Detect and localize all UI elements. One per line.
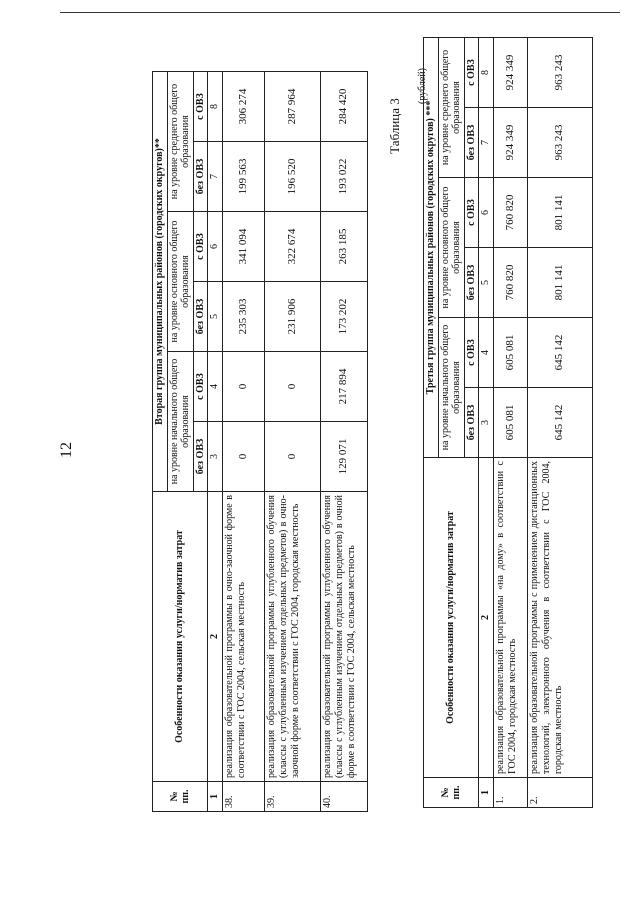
row-description: реализация образовательной программы «на дому» в соответствии с ГОС 2004, городская местность: [493, 458, 527, 778]
value-cell: 645 142: [527, 388, 592, 458]
row-number: 39.: [264, 782, 320, 812]
value-cell: 287 964: [264, 72, 320, 142]
table-caption: Таблица 3: [387, 98, 402, 154]
scan-top-edge-line: [60, 12, 620, 13]
table-row: [527, 37, 592, 807]
column-number: 5: [479, 248, 494, 318]
column-number: 8: [208, 72, 223, 142]
value-cell: 341 094: [222, 212, 264, 282]
value-cell: 231 906: [264, 282, 320, 352]
row-description: реализация образовательной программы углубленного обучения (классы с углубленным изучением отдельных предметов) в очно-заочной форме в соответствии с ГОС 2004, городская местность: [264, 492, 320, 782]
value-cell: 760 820: [493, 248, 527, 318]
header-level-secondary: на уровне среднего общего образования: [438, 37, 464, 177]
column-number: 5: [208, 282, 223, 352]
row-description: реализация образовательной программы в очно-заочной форме в соответствии с ГОС 2004, сельская местность: [222, 492, 264, 782]
header-no: № пп.: [424, 778, 479, 808]
header-with-ovz: с ОВЗ: [193, 72, 208, 142]
column-number: 8: [479, 37, 494, 107]
header-no: № пп.: [153, 782, 208, 812]
table-row: [264, 72, 320, 812]
header-level-basic: на уровне основного общего образования: [438, 178, 464, 318]
column-number: 3: [479, 388, 494, 458]
value-cell: 129 071: [320, 422, 367, 492]
value-cell: 0: [264, 422, 320, 492]
header-without-ovz: без ОВЗ: [193, 422, 208, 492]
column-number: 6: [479, 178, 494, 248]
unit-note: (рублей): [417, 68, 428, 105]
value-cell: 263 185: [320, 212, 367, 282]
value-cell: 196 520: [264, 142, 320, 212]
value-cell: 801 141: [527, 248, 592, 318]
row-description: реализация образовательной программы с применением дистанционных технологий, электронного обучения в соответствии с ГОС 2004, городская местность: [527, 458, 592, 778]
value-cell: 760 820: [493, 178, 527, 248]
header-without-ovz: без ОВЗ: [193, 282, 208, 352]
row-number: 2.: [527, 778, 592, 808]
column-number: 1: [208, 782, 223, 812]
page-number: 12: [58, 442, 75, 458]
value-cell: 217 894: [320, 352, 367, 422]
column-number: 2: [208, 492, 223, 782]
value-cell: 0: [222, 352, 264, 422]
value-cell: 0: [264, 352, 320, 422]
column-number: 1: [479, 778, 494, 808]
header-level-primary: на уровне начального общего образования: [167, 352, 193, 492]
header-without-ovz: без ОВЗ: [464, 108, 479, 178]
header-level-primary: на уровне начального общего образования: [438, 318, 464, 458]
table-row: [222, 72, 264, 812]
column-number: 4: [208, 352, 223, 422]
value-cell: 924 349: [493, 108, 527, 178]
header-with-ovz: с ОВЗ: [193, 212, 208, 282]
header-without-ovz: без ОВЗ: [464, 248, 479, 318]
header-features: Особенности оказания услуги/норматив затрат: [153, 492, 208, 782]
value-cell: 645 142: [527, 318, 592, 388]
column-number: 6: [208, 212, 223, 282]
value-cell: 193 022: [320, 142, 367, 212]
header-level-basic: на уровне основного общего образования: [167, 212, 193, 352]
header-with-ovz: с ОВЗ: [193, 352, 208, 422]
value-cell: 235 303: [222, 282, 264, 352]
value-cell: 963 243: [527, 37, 592, 107]
header-group: Третья группа муниципальных районов (городских округов) ***: [424, 37, 439, 457]
value-cell: 0: [222, 422, 264, 492]
header-with-ovz: с ОВЗ: [464, 318, 479, 388]
value-cell: 284 420: [320, 72, 367, 142]
column-number: 7: [479, 108, 494, 178]
value-cell: 963 243: [527, 108, 592, 178]
column-number: 7: [208, 142, 223, 212]
row-number: 38.: [222, 782, 264, 812]
value-cell: 322 674: [264, 212, 320, 282]
value-cell: 306 274: [222, 72, 264, 142]
column-number: 4: [479, 318, 494, 388]
column-number: 2: [479, 458, 494, 778]
value-cell: 605 081: [493, 388, 527, 458]
row-number: 1.: [493, 778, 527, 808]
table-top: [152, 71, 368, 812]
header-without-ovz: без ОВЗ: [193, 142, 208, 212]
value-cell: 924 349: [493, 37, 527, 107]
header-with-ovz: с ОВЗ: [464, 37, 479, 107]
table-row: [320, 72, 367, 812]
column-number: 3: [208, 422, 223, 492]
header-group: Вторая группа муниципальных районов (городских округов)**: [153, 72, 168, 492]
value-cell: 173 202: [320, 282, 367, 352]
row-description: реализация образовательной программы углубленного обучения (классы с углубленным изучением отдельных предметов) в очной форме в соответствии с ГОС 2004, сельская местность: [320, 492, 367, 782]
header-level-secondary: на уровне среднего общего образования: [167, 72, 193, 212]
table-bottom-wrapper: [423, 38, 583, 808]
header-with-ovz: с ОВЗ: [464, 178, 479, 248]
value-cell: 605 081: [493, 318, 527, 388]
table-bottom: [423, 37, 593, 808]
header-without-ovz: без ОВЗ: [464, 388, 479, 458]
header-features: Особенности оказания услуги/норматив затрат: [424, 458, 479, 778]
value-cell: 199 563: [222, 142, 264, 212]
table-row: [493, 37, 527, 807]
value-cell: 801 141: [527, 178, 592, 248]
table-top-wrapper: [152, 72, 360, 812]
row-number: 40.: [320, 782, 367, 812]
